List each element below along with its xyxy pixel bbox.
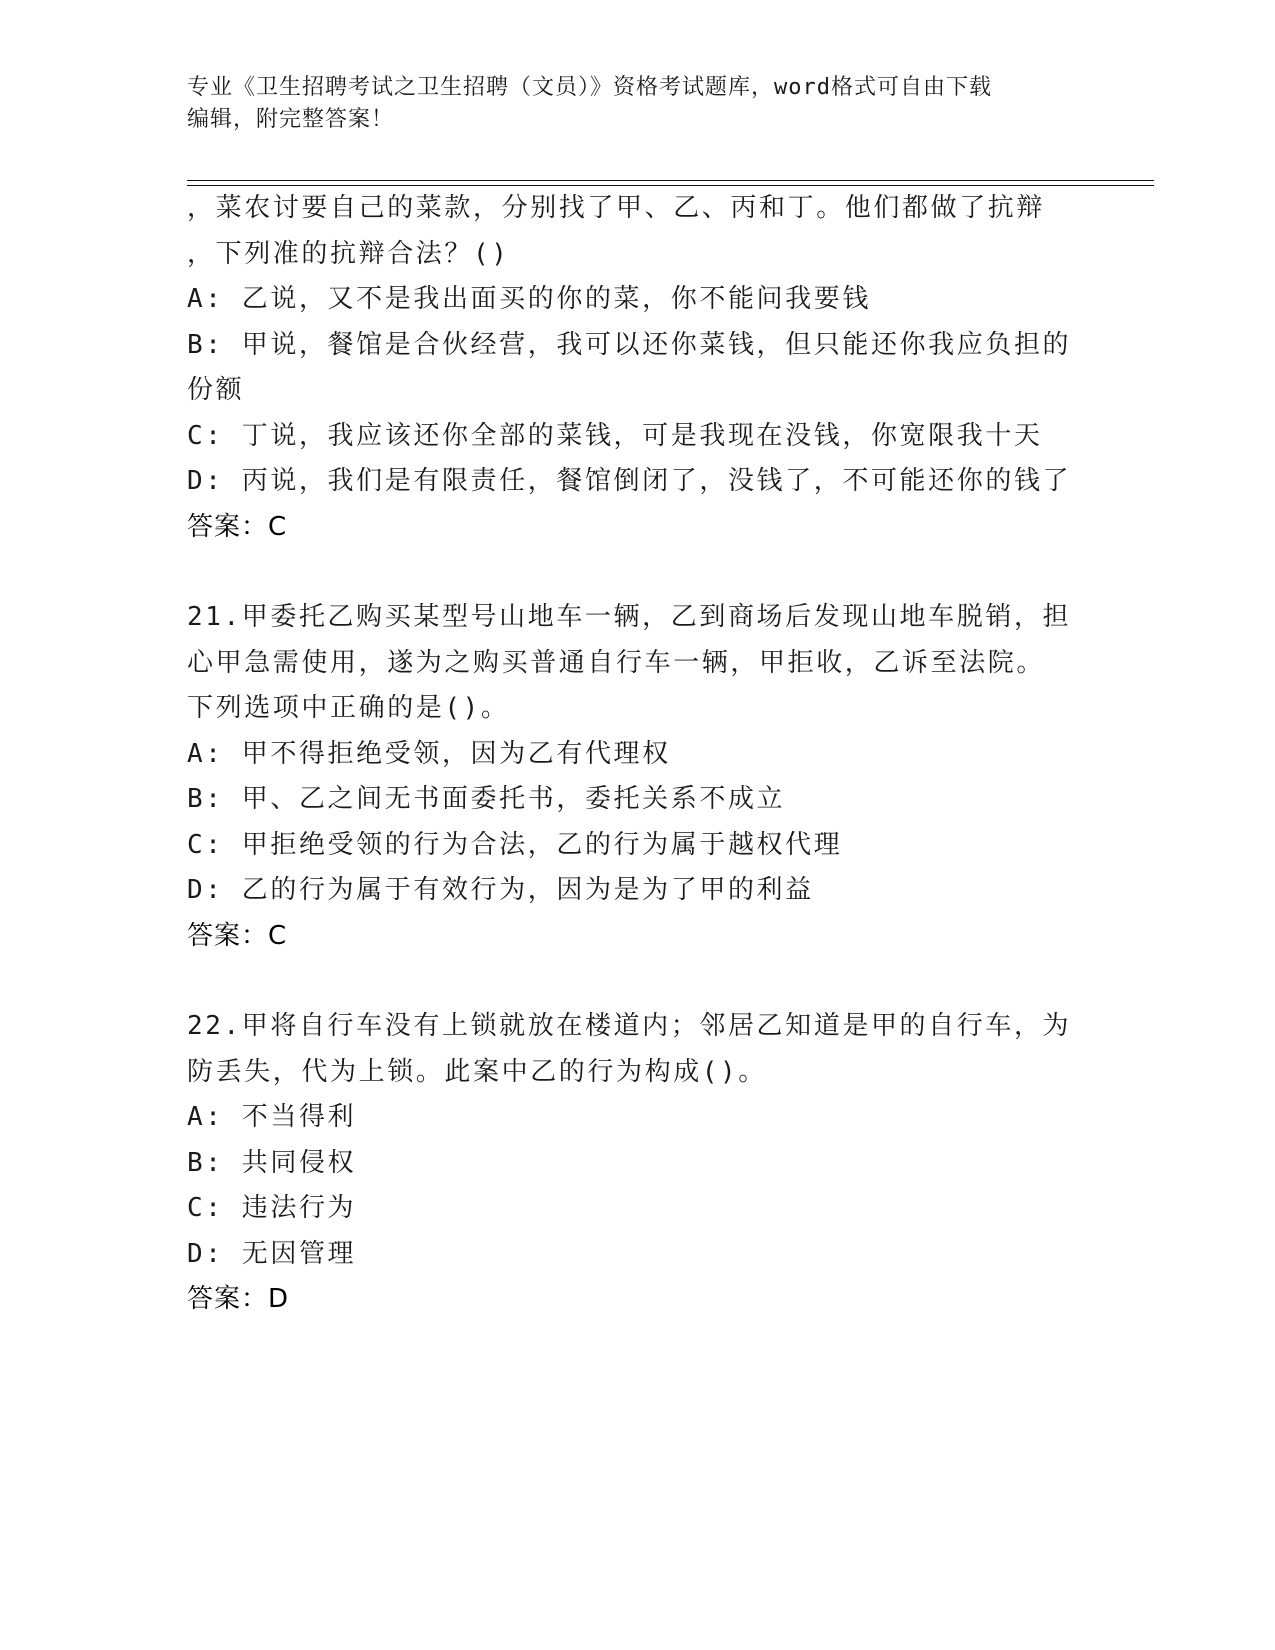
question-stem: 心甲急需使用，遂为之购买普通自行车一辆，甲拒收，乙诉至法院。 xyxy=(187,647,1046,678)
option-a: A: 乙说，又不是我出面买的你的菜，你不能问我要钱 xyxy=(187,284,871,314)
option-b: B: 甲、乙之间无书面委托书，委托关系不成立 xyxy=(187,784,786,814)
answer-label: 答案：C xyxy=(187,511,288,542)
question-list xyxy=(187,186,1087,1323)
header-divider-top xyxy=(187,180,1154,181)
page-header xyxy=(187,72,1087,136)
question-stem: 21.甲委托乙购买某型号山地车一辆，乙到商场后发现山地车脱销，担 xyxy=(187,602,1072,632)
question-stem: ，下列准的抗辩合法？() xyxy=(187,238,510,269)
answer-label: 答案：C xyxy=(187,920,288,951)
option-b-continued: 份额 xyxy=(187,375,245,405)
option-d: D: 丙说，我们是有限责任，餐馆倒闭了，没钱了，不可能还你的钱了 xyxy=(187,466,1072,496)
option-c: C: 丁说，我应该还你全部的菜钱，可是我现在没钱，你宽限我十天 xyxy=(187,420,1043,451)
option-c: C: 甲拒绝受领的行为合法，乙的行为属于越权代理 xyxy=(187,829,843,860)
question-stem: 22.甲将自行车没有上锁就放在楼道内；邻居乙知道是甲的自行车，为 xyxy=(187,1011,1072,1041)
question-stem: ，菜农讨要自己的菜款，分别找了甲、乙、丙和丁。他们都做了抗辩 xyxy=(187,193,1046,223)
question-stem: 下列选项中正确的是()。 xyxy=(187,693,510,723)
header-line-2: 编辑，附完整答案！ xyxy=(187,107,395,132)
answer-label: 答案：D xyxy=(187,1284,290,1314)
option-c: C: 违法行为 xyxy=(187,1193,357,1223)
spacer xyxy=(187,550,1087,595)
question-stem: 防丢失，代为上锁。此案中乙的行为构成()。 xyxy=(187,1056,767,1087)
question-20 xyxy=(187,186,1087,550)
option-a: A: 甲不得拒绝受领，因为乙有代理权 xyxy=(187,738,671,769)
option-b: B: 甲说，餐馆是合伙经营，我可以还你菜钱，但只能还你我应负担的 xyxy=(187,329,1072,360)
header-line-1: 专业《卫生招聘考试之卫生招聘（文员）》资格考试题库，word格式可自由下载 xyxy=(187,75,992,100)
option-d: D: 无因管理 xyxy=(187,1238,357,1269)
spacer xyxy=(187,959,1087,1004)
option-a: A: 不当得利 xyxy=(187,1102,357,1132)
option-d: D: 乙的行为属于有效行为，因为是为了甲的利益 xyxy=(187,875,814,905)
question-22 xyxy=(187,1004,1087,1323)
question-21 xyxy=(187,595,1087,959)
option-b: B: 共同侵权 xyxy=(187,1147,357,1178)
